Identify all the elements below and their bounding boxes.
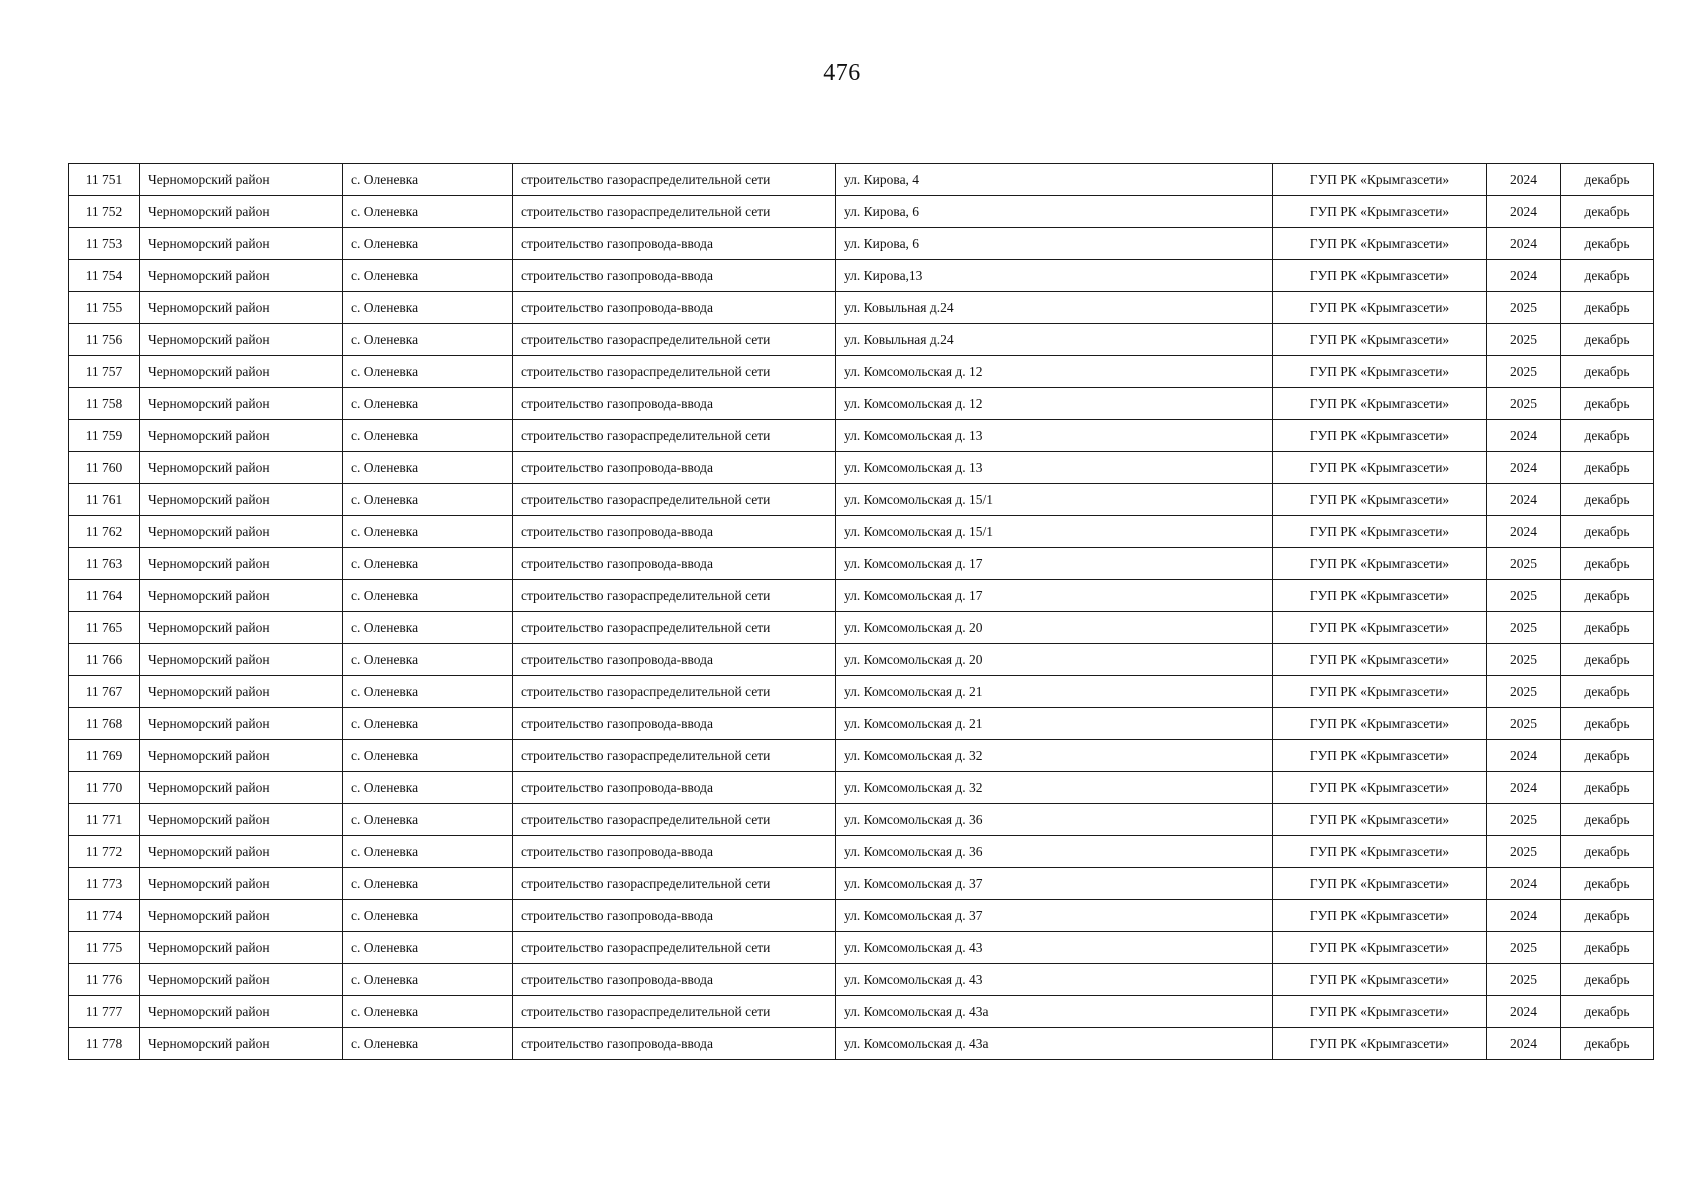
year-cell: 2024 <box>1487 868 1561 900</box>
page-number: 476 <box>823 60 861 86</box>
table-row <box>69 324 1654 356</box>
table-row <box>69 868 1654 900</box>
address-cell: ул. Комсомольская д. 37 <box>836 900 1273 932</box>
row-number-cell: 11 767 <box>69 676 140 708</box>
month-cell: декабрь <box>1561 772 1654 804</box>
row-number-cell: 11 766 <box>69 644 140 676</box>
work-type-cell: строительство газопровода-ввода <box>513 1028 836 1060</box>
organization-cell: ГУП РК «Крымгазсети» <box>1273 196 1487 228</box>
table-row <box>69 836 1654 868</box>
address-cell: ул. Комсомольская д. 17 <box>836 548 1273 580</box>
work-type-cell: строительство газораспределительной сети <box>513 420 836 452</box>
district-cell: Черноморский район <box>140 676 343 708</box>
table-body <box>69 164 1654 1060</box>
table-row <box>69 260 1654 292</box>
table-row <box>69 708 1654 740</box>
work-type-cell: строительство газопровода-ввода <box>513 964 836 996</box>
district-cell: Черноморский район <box>140 324 343 356</box>
settlement-cell: с. Оленевка <box>343 996 513 1028</box>
year-cell: 2025 <box>1487 932 1561 964</box>
settlement-cell: с. Оленевка <box>343 612 513 644</box>
work-type-cell: строительство газораспределительной сети <box>513 868 836 900</box>
settlement-cell: с. Оленевка <box>343 708 513 740</box>
year-cell: 2025 <box>1487 964 1561 996</box>
address-cell: ул. Ковыльная д.24 <box>836 292 1273 324</box>
row-number-cell: 11 775 <box>69 932 140 964</box>
organization-cell: ГУП РК «Крымгазсети» <box>1273 580 1487 612</box>
year-cell: 2024 <box>1487 196 1561 228</box>
settlement-cell: с. Оленевка <box>343 964 513 996</box>
month-cell: декабрь <box>1561 516 1654 548</box>
address-cell: ул. Комсомольская д. 20 <box>836 644 1273 676</box>
settlement-cell: с. Оленевка <box>343 836 513 868</box>
work-type-cell: строительство газопровода-ввода <box>513 516 836 548</box>
organization-cell: ГУП РК «Крымгазсети» <box>1273 228 1487 260</box>
year-cell: 2024 <box>1487 228 1561 260</box>
organization-cell: ГУП РК «Крымгазсети» <box>1273 644 1487 676</box>
row-number-cell: 11 759 <box>69 420 140 452</box>
district-cell: Черноморский район <box>140 228 343 260</box>
row-number-cell: 11 764 <box>69 580 140 612</box>
year-cell: 2024 <box>1487 740 1561 772</box>
address-cell: ул. Комсомольская д. 12 <box>836 356 1273 388</box>
year-cell: 2024 <box>1487 452 1561 484</box>
year-cell: 2024 <box>1487 164 1561 196</box>
row-number-cell: 11 760 <box>69 452 140 484</box>
work-type-cell: строительство газопровода-ввода <box>513 228 836 260</box>
table-row <box>69 964 1654 996</box>
row-number-cell: 11 768 <box>69 708 140 740</box>
work-type-cell: строительство газораспределительной сети <box>513 196 836 228</box>
district-cell: Черноморский район <box>140 644 343 676</box>
settlement-cell: с. Оленевка <box>343 324 513 356</box>
work-type-cell: строительство газопровода-ввода <box>513 548 836 580</box>
work-type-cell: строительство газопровода-ввода <box>513 260 836 292</box>
row-number-cell: 11 777 <box>69 996 140 1028</box>
row-number-cell: 11 752 <box>69 196 140 228</box>
table-row <box>69 356 1654 388</box>
month-cell: декабрь <box>1561 388 1654 420</box>
month-cell: декабрь <box>1561 676 1654 708</box>
table-row <box>69 516 1654 548</box>
month-cell: декабрь <box>1561 740 1654 772</box>
district-cell: Черноморский район <box>140 484 343 516</box>
row-number-cell: 11 765 <box>69 612 140 644</box>
year-cell: 2024 <box>1487 996 1561 1028</box>
row-number-cell: 11 769 <box>69 740 140 772</box>
district-cell: Черноморский район <box>140 164 343 196</box>
year-cell: 2025 <box>1487 388 1561 420</box>
month-cell: декабрь <box>1561 356 1654 388</box>
work-type-cell: строительство газопровода-ввода <box>513 772 836 804</box>
month-cell: декабрь <box>1561 708 1654 740</box>
settlement-cell: с. Оленевка <box>343 580 513 612</box>
settlement-cell: с. Оленевка <box>343 228 513 260</box>
table-row <box>69 932 1654 964</box>
settlement-cell: с. Оленевка <box>343 196 513 228</box>
year-cell: 2024 <box>1487 420 1561 452</box>
row-number-cell: 11 773 <box>69 868 140 900</box>
address-cell: ул. Кирова, 6 <box>836 228 1273 260</box>
settlement-cell: с. Оленевка <box>343 484 513 516</box>
year-cell: 2025 <box>1487 644 1561 676</box>
row-number-cell: 11 763 <box>69 548 140 580</box>
organization-cell: ГУП РК «Крымгазсети» <box>1273 932 1487 964</box>
row-number-cell: 11 772 <box>69 836 140 868</box>
work-type-cell: строительство газопровода-ввода <box>513 836 836 868</box>
work-type-cell: строительство газораспределительной сети <box>513 484 836 516</box>
row-number-cell: 11 757 <box>69 356 140 388</box>
district-cell: Черноморский район <box>140 420 343 452</box>
table-row <box>69 484 1654 516</box>
settlement-cell: с. Оленевка <box>343 644 513 676</box>
year-cell: 2024 <box>1487 516 1561 548</box>
year-cell: 2025 <box>1487 708 1561 740</box>
month-cell: декабрь <box>1561 996 1654 1028</box>
work-type-cell: строительство газораспределительной сети <box>513 676 836 708</box>
year-cell: 2025 <box>1487 804 1561 836</box>
month-cell: декабрь <box>1561 900 1654 932</box>
document-table-container <box>68 163 1653 1060</box>
table-row <box>69 612 1654 644</box>
year-cell: 2024 <box>1487 260 1561 292</box>
organization-cell: ГУП РК «Крымгазсети» <box>1273 324 1487 356</box>
year-cell: 2025 <box>1487 836 1561 868</box>
district-cell: Черноморский район <box>140 356 343 388</box>
district-cell: Черноморский район <box>140 964 343 996</box>
settlement-cell: с. Оленевка <box>343 932 513 964</box>
district-cell: Черноморский район <box>140 580 343 612</box>
settlement-cell: с. Оленевка <box>343 452 513 484</box>
work-type-cell: строительство газопровода-ввода <box>513 388 836 420</box>
year-cell: 2024 <box>1487 772 1561 804</box>
table-row <box>69 580 1654 612</box>
organization-cell: ГУП РК «Крымгазсети» <box>1273 836 1487 868</box>
month-cell: декабрь <box>1561 260 1654 292</box>
organization-cell: ГУП РК «Крымгазсети» <box>1273 1028 1487 1060</box>
organization-cell: ГУП РК «Крымгазсети» <box>1273 516 1487 548</box>
address-cell: ул. Комсомольская д. 32 <box>836 772 1273 804</box>
row-number-cell: 11 776 <box>69 964 140 996</box>
settlement-cell: с. Оленевка <box>343 260 513 292</box>
organization-cell: ГУП РК «Крымгазсети» <box>1273 804 1487 836</box>
row-number-cell: 11 751 <box>69 164 140 196</box>
row-number-cell: 11 778 <box>69 1028 140 1060</box>
table-row <box>69 772 1654 804</box>
district-cell: Черноморский район <box>140 388 343 420</box>
table-row <box>69 644 1654 676</box>
work-type-cell: строительство газораспределительной сети <box>513 580 836 612</box>
month-cell: декабрь <box>1561 452 1654 484</box>
organization-cell: ГУП РК «Крымгазсети» <box>1273 900 1487 932</box>
year-cell: 2024 <box>1487 1028 1561 1060</box>
address-cell: ул. Комсомольская д. 13 <box>836 452 1273 484</box>
organization-cell: ГУП РК «Крымгазсети» <box>1273 548 1487 580</box>
month-cell: декабрь <box>1561 868 1654 900</box>
month-cell: декабрь <box>1561 164 1654 196</box>
address-cell: ул. Комсомольская д. 43а <box>836 996 1273 1028</box>
work-type-cell: строительство газораспределительной сети <box>513 164 836 196</box>
settlement-cell: с. Оленевка <box>343 548 513 580</box>
address-cell: ул. Комсомольская д. 15/1 <box>836 484 1273 516</box>
work-type-cell: строительство газораспределительной сети <box>513 804 836 836</box>
settlement-cell: с. Оленевка <box>343 772 513 804</box>
organization-cell: ГУП РК «Крымгазсети» <box>1273 996 1487 1028</box>
district-cell: Черноморский район <box>140 804 343 836</box>
district-cell: Черноморский район <box>140 452 343 484</box>
organization-cell: ГУП РК «Крымгазсети» <box>1273 740 1487 772</box>
work-type-cell: строительство газораспределительной сети <box>513 932 836 964</box>
month-cell: декабрь <box>1561 964 1654 996</box>
month-cell: декабрь <box>1561 324 1654 356</box>
district-cell: Черноморский район <box>140 612 343 644</box>
settlement-cell: с. Оленевка <box>343 676 513 708</box>
year-cell: 2025 <box>1487 356 1561 388</box>
address-cell: ул. Комсомольская д. 43а <box>836 1028 1273 1060</box>
row-number-cell: 11 754 <box>69 260 140 292</box>
month-cell: декабрь <box>1561 292 1654 324</box>
row-number-cell: 11 770 <box>69 772 140 804</box>
address-cell: ул. Комсомольская д. 21 <box>836 676 1273 708</box>
district-cell: Черноморский район <box>140 868 343 900</box>
table-row <box>69 196 1654 228</box>
organization-cell: ГУП РК «Крымгазсети» <box>1273 452 1487 484</box>
organization-cell: ГУП РК «Крымгазсети» <box>1273 420 1487 452</box>
district-cell: Черноморский район <box>140 900 343 932</box>
settlement-cell: с. Оленевка <box>343 900 513 932</box>
settlement-cell: с. Оленевка <box>343 388 513 420</box>
address-cell: ул. Комсомольская д. 15/1 <box>836 516 1273 548</box>
organization-cell: ГУП РК «Крымгазсети» <box>1273 772 1487 804</box>
organization-cell: ГУП РК «Крымгазсети» <box>1273 388 1487 420</box>
address-cell: ул. Комсомольская д. 43 <box>836 932 1273 964</box>
year-cell: 2025 <box>1487 612 1561 644</box>
settlement-cell: с. Оленевка <box>343 164 513 196</box>
work-type-cell: строительство газопровода-ввода <box>513 452 836 484</box>
district-cell: Черноморский район <box>140 292 343 324</box>
settlement-cell: с. Оленевка <box>343 356 513 388</box>
row-number-cell: 11 774 <box>69 900 140 932</box>
month-cell: декабрь <box>1561 420 1654 452</box>
work-type-cell: строительство газораспределительной сети <box>513 324 836 356</box>
table-row <box>69 228 1654 260</box>
work-type-cell: строительство газопровода-ввода <box>513 708 836 740</box>
row-number-cell: 11 762 <box>69 516 140 548</box>
table-row <box>69 548 1654 580</box>
row-number-cell: 11 758 <box>69 388 140 420</box>
address-cell: ул. Комсомольская д. 17 <box>836 580 1273 612</box>
address-cell: ул. Комсомольская д. 43 <box>836 964 1273 996</box>
district-cell: Черноморский район <box>140 516 343 548</box>
settlement-cell: с. Оленевка <box>343 516 513 548</box>
month-cell: декабрь <box>1561 484 1654 516</box>
year-cell: 2025 <box>1487 292 1561 324</box>
table-row <box>69 996 1654 1028</box>
month-cell: декабрь <box>1561 804 1654 836</box>
month-cell: декабрь <box>1561 1028 1654 1060</box>
work-type-cell: строительство газопровода-ввода <box>513 644 836 676</box>
address-cell: ул. Комсомольская д. 37 <box>836 868 1273 900</box>
settlement-cell: с. Оленевка <box>343 420 513 452</box>
settlement-cell: с. Оленевка <box>343 740 513 772</box>
table-row <box>69 740 1654 772</box>
month-cell: декабрь <box>1561 932 1654 964</box>
district-cell: Черноморский район <box>140 740 343 772</box>
table-row <box>69 452 1654 484</box>
year-cell: 2025 <box>1487 580 1561 612</box>
gasification-schedule-table <box>68 163 1654 1060</box>
settlement-cell: с. Оленевка <box>343 292 513 324</box>
work-type-cell: строительство газораспределительной сети <box>513 612 836 644</box>
row-number-cell: 11 755 <box>69 292 140 324</box>
table-row <box>69 388 1654 420</box>
table-row <box>69 420 1654 452</box>
organization-cell: ГУП РК «Крымгазсети» <box>1273 164 1487 196</box>
address-cell: ул. Ковыльная д.24 <box>836 324 1273 356</box>
work-type-cell: строительство газораспределительной сети <box>513 996 836 1028</box>
district-cell: Черноморский район <box>140 932 343 964</box>
table-row <box>69 1028 1654 1060</box>
settlement-cell: с. Оленевка <box>343 804 513 836</box>
year-cell: 2025 <box>1487 324 1561 356</box>
month-cell: декабрь <box>1561 644 1654 676</box>
row-number-cell: 11 761 <box>69 484 140 516</box>
year-cell: 2024 <box>1487 900 1561 932</box>
row-number-cell: 11 771 <box>69 804 140 836</box>
settlement-cell: с. Оленевка <box>343 868 513 900</box>
month-cell: декабрь <box>1561 228 1654 260</box>
row-number-cell: 11 756 <box>69 324 140 356</box>
organization-cell: ГУП РК «Крымгазсети» <box>1273 964 1487 996</box>
district-cell: Черноморский район <box>140 708 343 740</box>
organization-cell: ГУП РК «Крымгазсети» <box>1273 676 1487 708</box>
month-cell: декабрь <box>1561 836 1654 868</box>
organization-cell: ГУП РК «Крымгазсети» <box>1273 484 1487 516</box>
district-cell: Черноморский район <box>140 772 343 804</box>
organization-cell: ГУП РК «Крымгазсети» <box>1273 260 1487 292</box>
address-cell: ул. Комсомольская д. 32 <box>836 740 1273 772</box>
table-row <box>69 900 1654 932</box>
address-cell: ул. Кирова, 6 <box>836 196 1273 228</box>
month-cell: декабрь <box>1561 580 1654 612</box>
address-cell: ул. Комсомольская д. 12 <box>836 388 1273 420</box>
district-cell: Черноморский район <box>140 260 343 292</box>
district-cell: Черноморский район <box>140 548 343 580</box>
year-cell: 2025 <box>1487 548 1561 580</box>
table-row <box>69 804 1654 836</box>
organization-cell: ГУП РК «Крымгазсети» <box>1273 612 1487 644</box>
month-cell: декабрь <box>1561 196 1654 228</box>
table-row <box>69 164 1654 196</box>
address-cell: ул. Комсомольская д. 36 <box>836 804 1273 836</box>
district-cell: Черноморский район <box>140 196 343 228</box>
month-cell: декабрь <box>1561 548 1654 580</box>
district-cell: Черноморский район <box>140 996 343 1028</box>
work-type-cell: строительство газораспределительной сети <box>513 740 836 772</box>
organization-cell: ГУП РК «Крымгазсети» <box>1273 292 1487 324</box>
year-cell: 2025 <box>1487 676 1561 708</box>
address-cell: ул. Комсомольская д. 13 <box>836 420 1273 452</box>
table-row <box>69 292 1654 324</box>
work-type-cell: строительство газопровода-ввода <box>513 292 836 324</box>
organization-cell: ГУП РК «Крымгазсети» <box>1273 708 1487 740</box>
address-cell: ул. Комсомольская д. 36 <box>836 836 1273 868</box>
month-cell: декабрь <box>1561 612 1654 644</box>
district-cell: Черноморский район <box>140 1028 343 1060</box>
settlement-cell: с. Оленевка <box>343 1028 513 1060</box>
organization-cell: ГУП РК «Крымгазсети» <box>1273 356 1487 388</box>
year-cell: 2024 <box>1487 484 1561 516</box>
row-number-cell: 11 753 <box>69 228 140 260</box>
address-cell: ул. Комсомольская д. 21 <box>836 708 1273 740</box>
address-cell: ул. Комсомольская д. 20 <box>836 612 1273 644</box>
table-row <box>69 676 1654 708</box>
work-type-cell: строительство газопровода-ввода <box>513 900 836 932</box>
address-cell: ул. Кирова, 4 <box>836 164 1273 196</box>
district-cell: Черноморский район <box>140 836 343 868</box>
organization-cell: ГУП РК «Крымгазсети» <box>1273 868 1487 900</box>
work-type-cell: строительство газораспределительной сети <box>513 356 836 388</box>
address-cell: ул. Кирова,13 <box>836 260 1273 292</box>
